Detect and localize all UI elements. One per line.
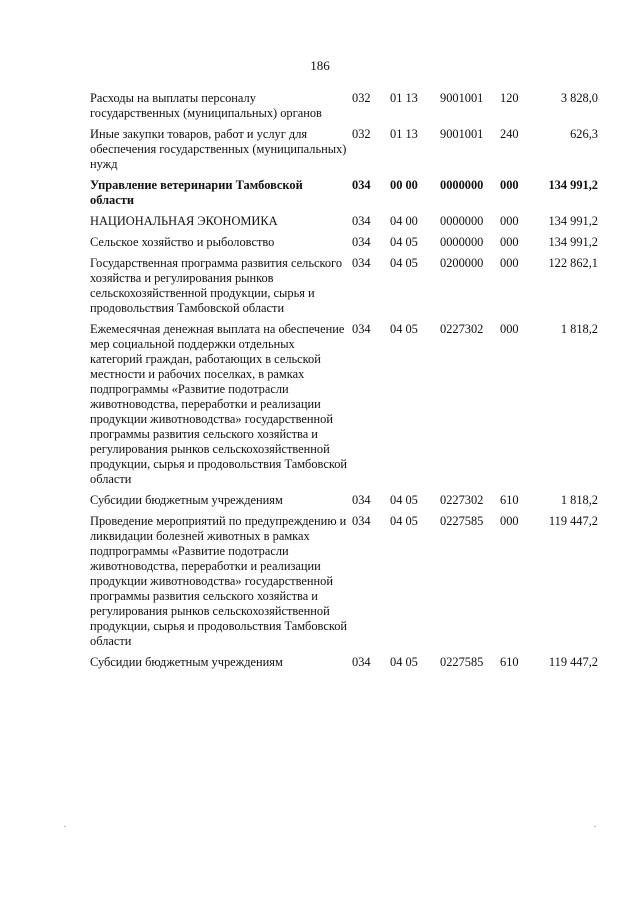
row-vr: 610 [500,655,519,669]
row-vr: 000 [500,322,519,336]
row-rz: 01 13 [390,127,418,141]
row-name: Государственная программа развития сельского хозяйства и регулирования рынков сельскохозяйственной продукции, сырья и продовольствия Тамбовской области [90,256,343,315]
table-row [90,256,598,322]
row-rz: 04 05 [390,256,418,270]
table-row [90,493,598,514]
budget-table [90,91,598,670]
row-sum: 134 991,2 [548,214,598,228]
row-grbs: 034 [352,214,371,228]
table-row [90,322,598,493]
row-vr: 120 [500,91,519,105]
table-row [90,91,598,127]
row-name: Сельское хозяйство и рыболовство [90,235,275,249]
row-sum: 1 818,2 [560,322,598,336]
row-grbs: 034 [352,655,371,669]
row-rz: 00 00 [390,178,418,192]
row-vr: 000 [500,514,519,528]
row-rz: 04 05 [390,514,418,528]
row-sum: 1 818,2 [560,493,598,507]
row-grbs: 034 [352,235,371,249]
row-name: Субсидии бюджетным учреждениям [90,493,283,507]
row-csr: 0227585 [440,514,484,528]
row-csr: 0227302 [440,493,484,507]
row-vr: 000 [500,214,519,228]
row-vr: 000 [500,178,519,192]
page-number: 186 [310,58,330,73]
row-name: Ежемесячная денежная выплата на обеспечение мер социальной поддержки отдельных категорий граждан, работающих в сельской местности и рабочих поселках, в рамках подпрограммы «Развитие подотрасли животноводства, переработки и реализации продукции животноводства» государственной программы развития сельского хозяйства и регулирования рынков сельскохозяйственной продукции, сырья и продовольствия Тамбовской области [90,322,348,486]
table-row [90,178,598,214]
row-sum: 119 447,2 [548,514,598,528]
row-vr: 240 [500,127,519,141]
row-sum: 134 991,2 [548,178,598,192]
row-grbs: 034 [352,493,371,507]
table-row [90,127,598,178]
table-row [90,235,598,256]
table-row [90,514,598,655]
row-grbs: 032 [352,127,371,141]
row-name: Иные закупки товаров, работ и услуг для обеспечения государственных (муниципальных) нужд [90,127,347,171]
row-vr: 610 [500,493,519,507]
row-rz: 01 13 [390,91,418,105]
row-grbs: 034 [352,322,371,336]
row-grbs: 034 [352,256,371,270]
row-sum: 626,3 [570,127,598,141]
row-csr: 0000000 [440,178,484,192]
row-name: Проведение мероприятий по предупреждению и ликвидации болезней животных в рамках подпрограммы «Развитие подотрасли животноводства, переработки и реализации продукции животноводства» государственной программы развития сельского хозяйства и регулирования рынков сельскохозяйственной продукции, сырья и продовольствия Тамбовской области [90,514,348,648]
row-csr: 9001001 [440,127,484,141]
row-name: Расходы на выплаты персоналу государственных (муниципальных) органов [90,91,322,120]
row-rz: 04 05 [390,493,418,507]
row-sum: 3 828,0 [560,91,598,105]
row-csr: 0200000 [440,256,484,270]
row-sum: 134 991,2 [548,235,598,249]
row-vr: 000 [500,256,519,270]
row-sum: 119 447,2 [548,655,598,669]
scan-speck [594,826,596,827]
row-vr: 000 [500,235,519,249]
row-grbs: 034 [352,514,371,528]
row-csr: 9001001 [440,91,484,105]
row-rz: 04 00 [390,214,418,228]
row-csr: 0000000 [440,214,484,228]
row-csr: 0227302 [440,322,484,336]
row-name: Управление ветеринарии Тамбовской области [90,178,303,207]
table-row [90,214,598,235]
row-rz: 04 05 [390,235,418,249]
row-name: Субсидии бюджетным учреждениям [90,655,283,669]
row-csr: 0227585 [440,655,484,669]
row-name: НАЦИОНАЛЬНАЯ ЭКОНОМИКА [90,214,278,228]
row-rz: 04 05 [390,322,418,336]
row-csr: 0000000 [440,235,484,249]
row-grbs: 032 [352,91,371,105]
row-rz: 04 05 [390,655,418,669]
scan-speck [64,826,66,827]
row-grbs: 034 [352,178,371,192]
row-sum: 122 862,1 [548,256,598,270]
table-row [90,655,598,670]
